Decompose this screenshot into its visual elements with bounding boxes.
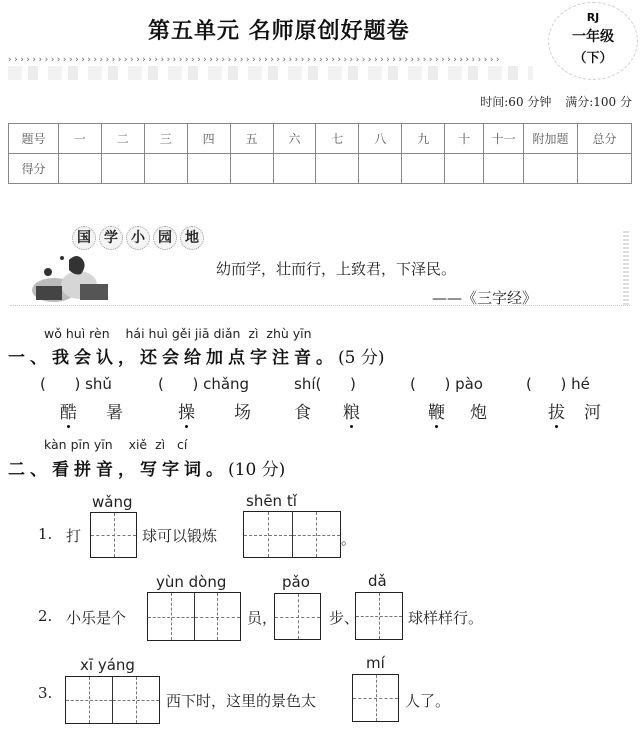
column-header: 四: [187, 124, 230, 154]
garden-title-char: 地: [180, 226, 204, 250]
score-cell[interactable]: [484, 154, 524, 184]
writing-box[interactable]: [147, 592, 241, 641]
blank-pinyin: pǎo: [282, 573, 310, 591]
garden-title-char: 园: [153, 226, 177, 250]
writing-box[interactable]: [274, 593, 321, 640]
score-cell[interactable]: [524, 154, 578, 184]
time-limit: 时间:60 分钟: [480, 95, 552, 109]
score-cell[interactable]: [273, 154, 316, 184]
question-number: 3.: [38, 684, 53, 702]
section2-points: (10 分): [228, 460, 286, 480]
writing-box[interactable]: [65, 676, 160, 724]
section2-heading-pinyin: kàn pīn yīn xiě zì cí: [44, 437, 188, 452]
garden-title-char: 国: [72, 226, 96, 250]
tianzige-cell[interactable]: [356, 593, 402, 639]
question-text: 小乐是个: [66, 609, 127, 627]
tianzige-cell[interactable]: [91, 513, 136, 557]
character: 场: [234, 403, 251, 423]
tianzige-cell[interactable]: [244, 512, 292, 557]
classroom-illustration: [24, 250, 114, 305]
question-text: 打: [66, 527, 82, 545]
blank-pinyin: wǎng: [92, 493, 133, 511]
term-label: （下）: [573, 51, 613, 66]
grade-label: 一年级: [572, 29, 614, 45]
column-header: 十一: [484, 124, 524, 154]
decorative-arrow-border: ›››››››››››››››››››››››››››››››››››››››››››››››››››››››››››››››››››››››››››››››››: [8, 55, 503, 65]
garden-right-border: [623, 230, 629, 305]
section2-heading: [8, 455, 285, 480]
column-header: 十: [445, 124, 484, 154]
score-cell[interactable]: [58, 154, 101, 184]
writing-box[interactable]: [355, 592, 403, 640]
score-row: [9, 154, 632, 184]
writing-box[interactable]: [352, 674, 399, 722]
column-header: 八: [359, 124, 402, 154]
score-cell[interactable]: [577, 154, 631, 184]
row-header: 得分: [9, 154, 59, 184]
question-text: 。: [341, 530, 357, 548]
writing-box[interactable]: [90, 512, 137, 558]
character: 暑: [106, 403, 123, 423]
question-text: 员，: [247, 609, 278, 627]
section1-points: (5 分): [338, 348, 385, 368]
dotted-character: 粮: [343, 398, 360, 423]
blank-pinyin: shēn tǐ: [246, 492, 297, 510]
garden-title-char: 小: [126, 226, 150, 250]
tianzige-cell[interactable]: [353, 675, 398, 721]
quote-source: ——《三字经》: [432, 289, 538, 307]
question-text: 球可以锻炼: [142, 527, 218, 545]
question-text: 步、: [329, 609, 360, 627]
column-header: 三: [144, 124, 187, 154]
tianzige-cell[interactable]: [292, 512, 341, 557]
tianzige-cell[interactable]: [275, 594, 320, 639]
dotted-character: 酷: [60, 398, 77, 423]
dotted-character: 操: [178, 398, 195, 423]
section2-title: 二、看拼音，写字词。: [8, 460, 228, 480]
character: 河: [584, 403, 601, 423]
score-cell[interactable]: [445, 154, 484, 184]
decorative-pattern-strip: [8, 66, 533, 80]
column-header: 二: [101, 124, 144, 154]
score-cell[interactable]: [144, 154, 187, 184]
column-header: 总分: [577, 124, 631, 154]
column-header: 五: [230, 124, 273, 154]
question-text: 人了。: [405, 692, 451, 710]
blank-pinyin: yùn dòng: [156, 573, 227, 591]
score-cell[interactable]: [359, 154, 402, 184]
score-cell[interactable]: [101, 154, 144, 184]
section1-title: 一、我会认，还会给加点字注音。: [8, 348, 338, 368]
score-cell[interactable]: [316, 154, 359, 184]
pinyin-blank-item[interactable]: ( ) pào: [410, 375, 483, 393]
classic-quote: 幼而学，壮而行，上致君，下泽民。: [216, 260, 457, 278]
question-text: 球样样行。: [408, 609, 484, 627]
question-text: 西下时，这里的景色太: [166, 692, 317, 710]
question-number: 2.: [38, 607, 53, 625]
writing-box[interactable]: [243, 511, 341, 558]
tianzige-cell[interactable]: [112, 677, 159, 723]
grade-badge: [548, 2, 638, 80]
blank-pinyin: mí: [366, 654, 385, 672]
garden-title: [72, 226, 204, 250]
pinyin-blank-item[interactable]: ( ) shǔ: [40, 375, 112, 393]
score-cell[interactable]: [187, 154, 230, 184]
full-score: 满分:100 分: [565, 95, 632, 109]
tianzige-cell[interactable]: [66, 677, 112, 723]
score-table: [8, 123, 632, 184]
blank-pinyin: xī yáng: [80, 656, 135, 674]
pinyin-blank-item[interactable]: shí( ): [294, 375, 356, 393]
column-header: 附加题: [524, 124, 578, 154]
column-header: 七: [316, 124, 359, 154]
tianzige-cell[interactable]: [194, 593, 241, 640]
garden-title-char: 学: [99, 226, 123, 250]
score-cell[interactable]: [402, 154, 445, 184]
exam-title: 第五单元 名师原创好题卷: [148, 18, 410, 44]
column-header: 九: [402, 124, 445, 154]
blank-pinyin: dǎ: [368, 572, 387, 590]
column-header: 一: [58, 124, 101, 154]
pinyin-blank-item[interactable]: ( ) chǎng: [158, 375, 250, 393]
row-header: 题号: [9, 124, 59, 154]
question-number: 1.: [38, 525, 53, 543]
edition-label: RJ: [586, 11, 600, 24]
pinyin-blank-item[interactable]: ( ) hé: [526, 375, 590, 393]
character: 食: [294, 403, 311, 423]
exam-meta: [470, 93, 632, 110]
dotted-character: 拔: [548, 398, 565, 423]
tianzige-cell[interactable]: [148, 593, 194, 640]
section1-heading-pinyin: wǒ huì rèn hái huì gěi jiā diǎn zì zhù yīn: [44, 326, 312, 341]
dotted-character: 鞭: [428, 398, 445, 423]
question-number-row: [9, 124, 632, 154]
column-header: 六: [273, 124, 316, 154]
character: 炮: [470, 403, 487, 423]
score-cell[interactable]: [230, 154, 273, 184]
section1-heading: [8, 343, 384, 368]
